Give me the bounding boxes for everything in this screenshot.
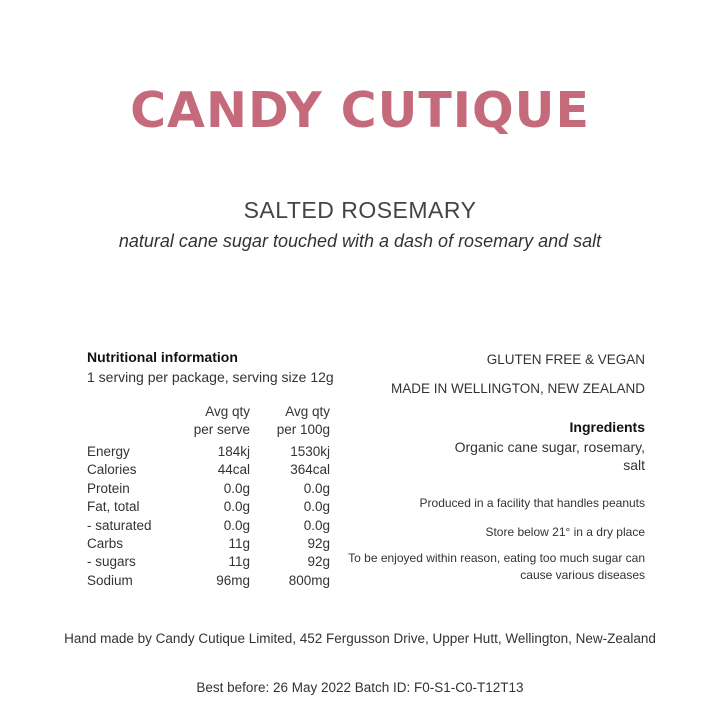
maker-address: Hand made by Candy Cutique Limited, 452 Fergusson Drive, Upper Hutt, Wellington, New-Zealand	[64, 631, 656, 646]
value-per-serve: 44cal	[217, 462, 250, 478]
value-per-100g: 92g	[307, 554, 330, 570]
column-header-line: per serve	[193, 422, 250, 437]
value-per-100g: 364cal	[290, 462, 330, 478]
value-per-serve: 184kj	[217, 444, 250, 459]
tagline: natural cane sugar touched with a dash of rosemary and salt	[118, 231, 602, 251]
table-row	[87, 498, 330, 516]
table-row	[87, 517, 330, 535]
column-header-line: Avg qty	[205, 404, 250, 419]
column-header-per-100g	[262, 403, 330, 439]
nutrient-name: Energy	[87, 444, 130, 459]
table-row	[87, 480, 330, 498]
table-row	[87, 553, 330, 571]
nutrient-name: Calories	[87, 462, 137, 478]
nutrient-name: Protein	[87, 480, 130, 496]
value-per-serve: 96mg	[216, 572, 250, 588]
nutrition-title: Nutritional information	[87, 349, 238, 365]
value-per-100g: 0.0g	[303, 480, 330, 496]
nutrient-name: - saturated	[87, 517, 152, 533]
value-per-100g: 800mg	[288, 572, 330, 588]
value-per-100g: 1530kj	[290, 444, 330, 459]
table-row	[87, 535, 330, 553]
diet-claim: GLUTEN FREE & VEGAN	[486, 352, 645, 367]
origin-claim: MADE IN WELLINGTON, NEW ZEALAND	[390, 381, 645, 396]
flavor-name: SALTED ROSEMARY	[243, 197, 477, 223]
table-row	[87, 461, 330, 479]
best-before-batch: Best before: 26 May 2022 Batch ID: F0-S1-C0-T12T13	[196, 680, 524, 695]
value-per-serve: 0.0g	[223, 480, 250, 496]
value-per-100g: 0.0g	[303, 517, 330, 533]
ingredients-title: Ingredients	[569, 419, 645, 435]
table-row	[87, 443, 330, 461]
allergen-note: Produced in a facility that handles peanuts	[419, 496, 645, 510]
column-header-per-serve	[180, 403, 250, 439]
brand-title: CANDY CUTIQUE	[130, 82, 590, 139]
storage-note: Store below 21° in a dry place	[485, 525, 645, 539]
column-header-line: per 100g	[276, 422, 330, 437]
value-per-100g: 0.0g	[303, 499, 330, 515]
value-per-serve: 0.0g	[223, 517, 250, 533]
nutrition-subtitle: 1 serving per package, serving size 12g	[87, 369, 334, 385]
table-row	[87, 572, 330, 590]
nutrient-name: Sodium	[87, 572, 133, 588]
value-per-100g: 92g	[307, 536, 330, 552]
warning-note: To be enjoyed within reason, eating too much sugar can cause various diseases	[348, 551, 645, 582]
value-per-serve: 11g	[228, 554, 250, 570]
value-per-serve: 11g	[228, 536, 250, 552]
column-header-line: Avg qty	[285, 404, 330, 419]
nutrient-name: Carbs	[87, 536, 124, 552]
nutrient-name: - sugars	[87, 554, 136, 570]
value-per-serve: 0.0g	[223, 499, 250, 515]
nutrient-name: Fat, total	[87, 499, 140, 515]
nutrition-table	[87, 443, 330, 590]
ingredients-text: Organic cane sugar, rosemary, salt	[454, 439, 645, 473]
